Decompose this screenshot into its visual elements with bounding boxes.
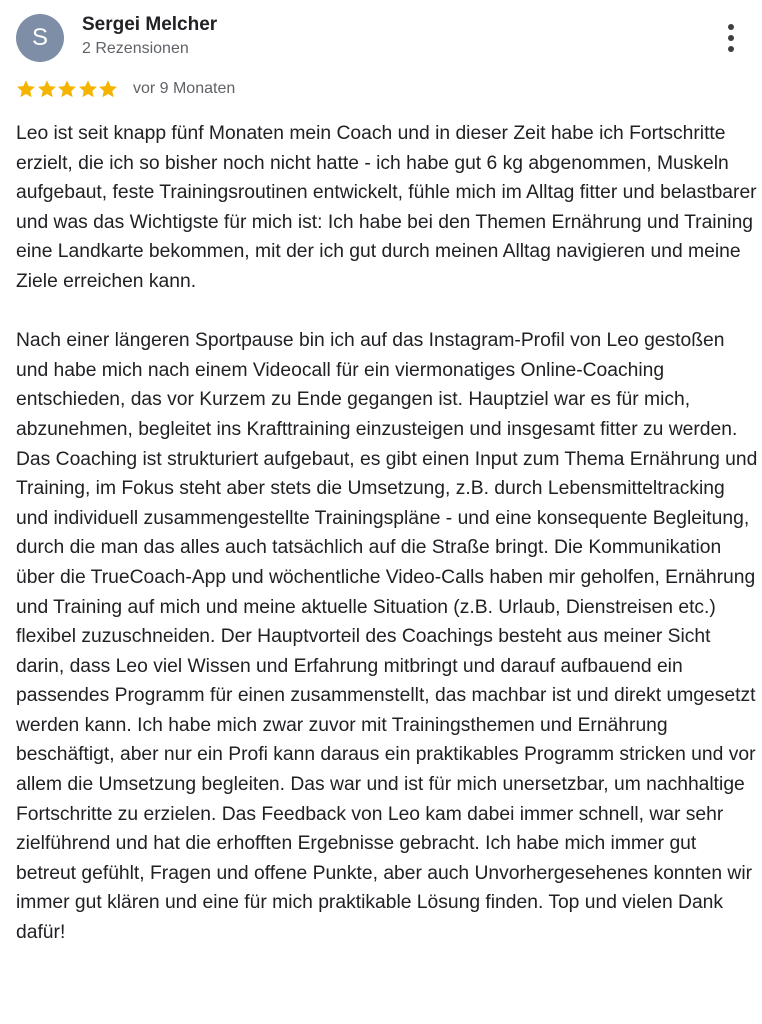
star-icon [16, 79, 36, 99]
author-review-count[interactable]: 2 Rezensionen [82, 40, 189, 57]
review-paragraph: Nach einer längeren Sportpause bin ich auf das Instagram-Profil von Leo gestoßen und habe mich nach einem Videocall für ein viermonatiges Online-Coaching entschieden, das vor Kurzem zu Ende gegangen ist. Hauptziel war es für mich, abzunehmen, begleitet ins Krafttraining einzusteigen und insgesamt fitter zu werden. Das Coaching ist strukturiert aufgebaut, es gibt einen Input zum Thema Ernährung und Training, im Fokus steht aber stets die Umsetzung, z.B. durch Lebensmitteltracking und individuell zusammengestellte Trainingspläne - und eine konsequente Begleitung, durch die man das alles auch tatsächlich auf die Straße bringt. Die Kommunikation über die TrueCoach-App und wöchentliche Video-Calls haben mir geholfen, Ernährung und Training auf mich und meine aktuelle Situation (z.B. Urlaub, Dienstreisen etc.) flexibel zuzuschneiden. Der Hauptvorteil des Coachings besteht aus meiner Sicht darin, dass Leo viel Wissen und Erfahrung mitbringt und darauf aufbauend ein passendes Programm für einen zusammenstellt, das machbar ist und direkt umgesetzt werden kann. Ich habe mich zwar zuvor mit Trainingsthemen und Ernährung beschäftigt, aber nur ein Profi kann daraus ein praktikables Programm stricken und vor allem die Umsetzung begleiten. Das war und ist für mich unersetzbar, um nachhaltige Fortschritte zu erzielen. Das Feedback von Leo kam dabei immer schnell, war sehr zielführend und hat die erhofften Ergebnisse gebracht. Ich habe mich immer gut betreut gefühlt, Fragen und offene Punkte, aber auch Unvorhergesehenes konnten wir immer gut klären und eine für mich praktikable Lösung finden. Top und vielen Dank dafür! [16, 330, 758, 944]
avatar-initial: S [31, 24, 48, 51]
author-name[interactable]: Sergei Melcher [82, 14, 218, 35]
review-date: vor 9 Monaten [132, 80, 236, 97]
star-icon [57, 79, 77, 99]
star-icon [98, 79, 118, 99]
review-text [16, 119, 761, 948]
rating-row [16, 79, 235, 103]
star-icon [37, 79, 57, 99]
avatar[interactable] [16, 14, 64, 62]
more-vert-icon-dot [728, 35, 734, 41]
star-rating [16, 79, 119, 99]
star-icon [78, 79, 98, 99]
more-options-button[interactable] [718, 22, 744, 54]
more-vert-icon [728, 24, 734, 30]
more-vert-icon-dot [728, 46, 734, 52]
review-paragraph: Leo ist seit knapp fünf Monaten mein Coach und in dieser Zeit habe ich Fortschritte erzielt, die ich so bisher noch nicht hatte - ich habe gut 6 kg abgenommen, Muskeln aufgebaut, feste Trainingsroutinen entwickelt, fühle mich im Alltag fitter und belastbarer und was das Wichtigste für mich ist: Ich habe bei den Themen Ernährung und Training eine Landkarte bekommen, mit der ich gut durch meinen Alltag navigieren und meine Ziele erreichen kann. [16, 123, 757, 292]
